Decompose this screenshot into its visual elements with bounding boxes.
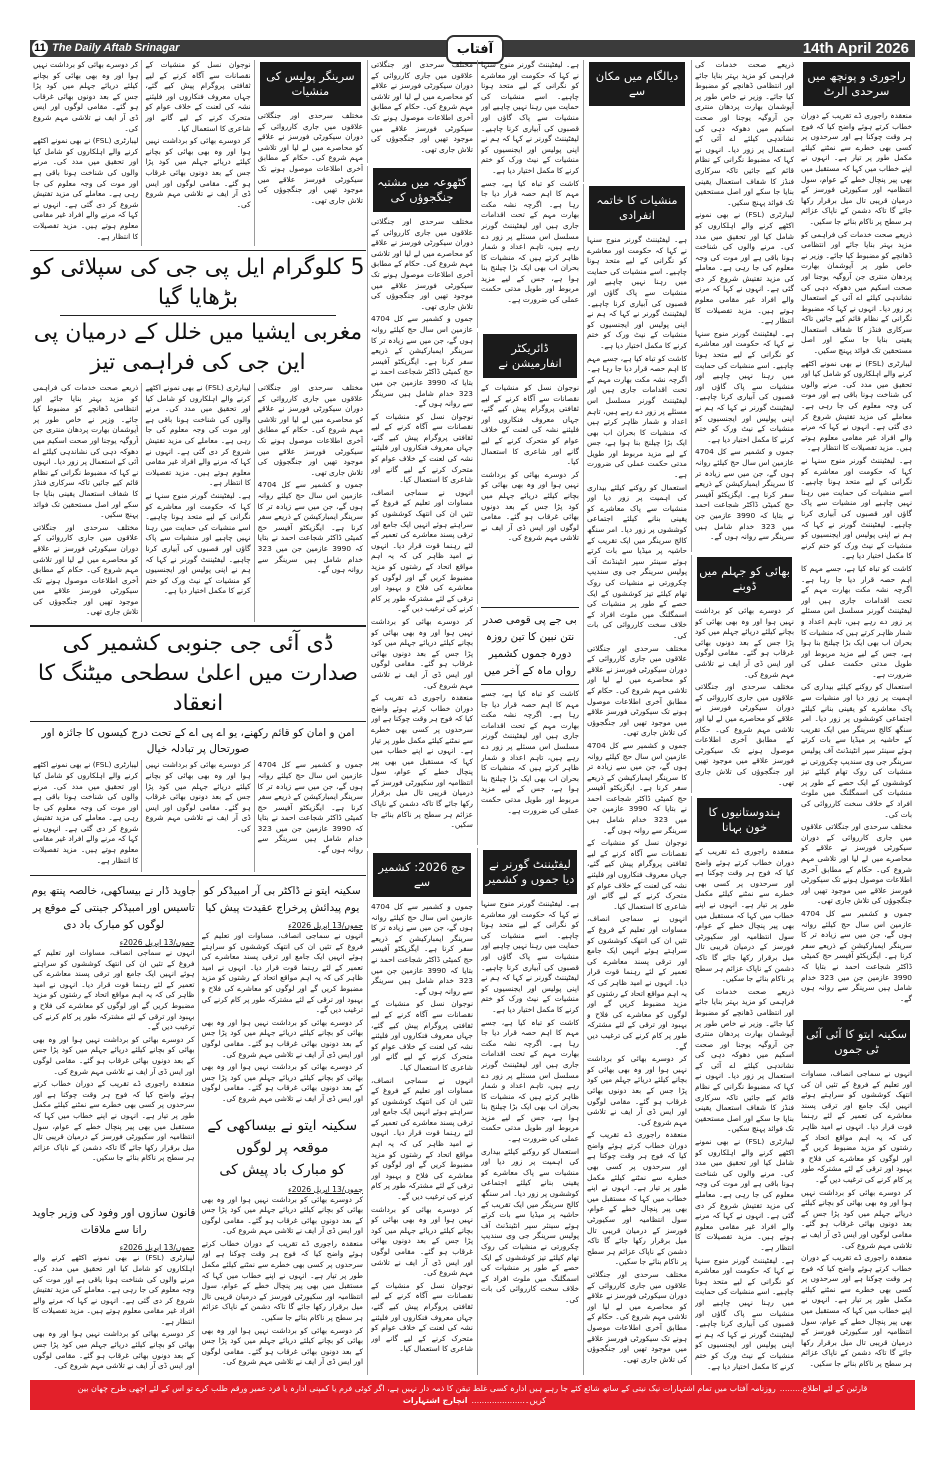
- article-drugs-end: [583, 184, 690, 1375]
- advertisement-disclaimer-bar: [30, 1380, 915, 1410]
- article-continued: [30, 60, 141, 246]
- headline-dig: ڈی آئی جی جنوبی کشمیر کی صدارت میں اعلیٰ سطحی میٹنگ کا انعقاد: [37, 631, 359, 717]
- article-sakina-iit: [798, 1018, 915, 1375]
- article-hajj: [367, 851, 476, 1375]
- article-paragraph: ہے۔ لیفٹیننٹ گورنر منوج سنہا نے کہا کہ حکومت اور معاشرے کو نگرانی کے لیے متحد ہونا چاہیے۔ اسے منشیات کی حمایت میں رہنا نہیں چاہیے اور منشیات سے پاک گاؤں اور قصبوں کی آبیاری کرنا چاہیے۔ لیفٹیننٹ گورنر نے کہا کہ ہم نے اپنی پولیس اور ایجنسیوں کو منشیات کے نیٹ ورک کو ختم کرنے کا مکمل اختیار دیا ہے۔: [801, 456, 912, 561]
- article-paragraph: ہے۔ لیفٹیننٹ گورنر منوج سنہا نے کہا کہ حکومت اور معاشرے کو نگرانی کے لیے متحد ہونا چاہیے۔ اسے منشیات کی حمایت میں رہنا نہیں چاہیے اور منشیات سے پاک گاؤں اور قصبوں کی آبیاری کرنا چاہیے۔ لیفٹیننٹ گورنر نے کہا کہ ہم نے اپنی پولیس اور ایجنسیوں کو منشیات کے نیٹ ورک کو ختم کرنے کا مکمل اختیار دیا ہے۔: [587, 235, 687, 350]
- article-body: [695, 606, 794, 793]
- article-health: [691, 60, 797, 552]
- article-brothers: [691, 555, 797, 793]
- article-paragraph: منعقدہ راجوری ڈے تقریب کے دوران خطاب کرتے ہوئے واضح کیا کہ فوج ہر وقت چوکنا ہے اور سرحدوں پر کسی بھی خطرے سے نمٹنے کیلئے مکمل طور پر تیار ہے۔ انہوں نے اپنے خطاب میں کہا کہ مستقبل میں بھی پیر پنچال خطے کے عوام، سول انتظامیہ اور سکیورٹی فورسز کے درمیان قریبی تال میل برقرار رکھا جائے گا تاکہ دشمن کے ناپاک عزائم ہر سطح پر ناکام بنائے جا سکیں۔: [587, 1130, 687, 1267]
- article-lpg: [141, 383, 253, 622]
- article-hindustanis: [691, 796, 797, 1375]
- article-body: [145, 760, 250, 872]
- article-paragraph: کاشت کو تباہ کیا ہے، جسے مہم کا اہم حصہ قرار دیا جا رہا ہے۔ اگرچہ نشہ مکت بھارت مہم کے تحت اقدامات جاری ہیں اور لیفٹیننٹ گورنر مسلسل اس مسئلے پر زور دے رہے ہیں، تاہم اعداد و شمار ظاہر کرتے ہیں کہ منشیات کا بحران اب بھی ایک بڑا چیلنج بنا ہوا ہے، جس کے لیے مزید مربوط اور طویل مدتی حکمت عملی کی ضرورت ہے۔: [481, 689, 579, 815]
- article-paragraph: لیبارٹری (FSL) نے بھی نمونے اکٹھے کرنے والے اہلکاروں کو شامل کیا اور تحقیق میں مدد کی۔ مرنے والوں کی شناخت ہونا باقی ہے اور موت کی وجہ معلوم کی جا رہی ہے۔ معاملے کی مزید تفتیش شروع کر دی گئی ہے۔ انہوں نے کہا کہ مرنے والے افراد غیر مقامی معلوم ہوتے ہیں۔ مزید تفصیلات کا انتظار ہے۔: [145, 383, 251, 488]
- page-number: 11: [32, 40, 48, 56]
- article-paragraph: منعقدہ راجوری ڈے تقریب کے دوران خطاب کرتے ہوئے واضح کیا کہ فوج ہر وقت چوکنا ہے اور سرحدوں پر کسی بھی خطرے سے نمٹنے کیلئے مکمل طور پر تیار ہے۔ انہوں نے اپنے خطاب میں کہا کہ مستقبل میں بھی پیر پنچال خطے کے عوام، سول انتظامیہ اور سکیورٹی فورسز کے درمیان قریبی تال میل برقرار رکھا جائے گا تاکہ دشمن کے ناپاک عزائم ہر سطح پر ناکام بنائے جا سکیں۔: [33, 1079, 195, 1163]
- article-paragraph: ذریعے صحت خدمات کی فراہمی کو مزید بہتر بنایا جائے اور انتظامی ڈھانچے کو مضبوط کیا جائے۔ وزیر نے خاص طور پر آیوشمان بھارت پردھان منتری جن آروگیہ یوجنا اور صحت اسکیم میں دھوکہ دہی کی نشاندہی کیلئے اے آئی کے استعمال پر زور دیا۔ انہوں نے کہا کہ مضبوط نگرانی کے نظام قائم کیے جائیں تاکہ سرکاری فنڈز کا شفاف استعمال یقینی بنایا جا سکے اور اصل مستحقین تک فوائد پہنچ سکیں۔: [801, 229, 912, 356]
- article-rajouri: [798, 60, 915, 1015]
- article-paragraph: استعمال کو روکنے کیلئے بیداری کی اہمیت پر زور دیا اور منشیات سے پاک معاشرے کو یقینی بنانے کیلئے اجتماعی کوششوں پر زور دیا۔ امر سنگھ کالج سرینگر میں ایک تقریب کے حاشیہ پر میڈیا سے بات کرتے ہوئے سینئر سپر انٹینڈنٹ آف پولیس سرینگر جی وی سندیپ چکرورتی نے منشیات کی روک تھام کیلئے تیز کوششوں کے ایک حصے کے طور پر منشیات کی اسمگلنگ میں ملوث افراد کے خلاف سخت کارروائی کی بات کی۔: [481, 1146, 579, 1304]
- section-heading-box: کٹھوعہ میں مشتبہ جنگجوؤں کی: [373, 168, 471, 212]
- article-paragraph: کر دوسرے بھائی کو برداشت نہیں ہوا اور وہ بھی بھائی کو بچانے کیلئے دریائے جہلم میں کود پڑا جس کے بعد دونوں بھائی غرقاب ہو گئے۔ مقامی لوگوں اور ایس ڈی آر ایف نے تلاشی مہم شروع کی۔: [33, 1034, 195, 1076]
- bottom-left-columns: [30, 880, 366, 1375]
- article-body: [33, 1253, 195, 1375]
- article-paragraph: ہے۔ لیفٹیننٹ گورنر منوج سنہا نے کہا کہ حکومت اور معاشرے کو نگرانی کے لیے متحد ہونا چاہیے۔ اسے منشیات کی حمایت میں رہنا نہیں چاہیے اور منشیات سے پاک گاؤں اور قصبوں کی آبیاری کرنا چاہیے۔ لیفٹیننٹ گورنر نے کہا کہ ہم نے اپنی پولیس اور ایجنسیوں کو منشیات کے نیٹ ورک کو ختم کرنے کا مکمل اختیار دیا ہے۔: [481, 60, 579, 175]
- article-body: [371, 217, 473, 848]
- article-paragraph: کر دوسرے بھائی کو برداشت نہیں ہوا اور وہ بھی بھائی کو بچانے کیلئے دریائے جہلم میں کود پڑا جس کے بعد دونوں بھائی غرقاب ہو گئے۔ مقامی لوگوں اور ایس ڈی آر ایف نے تلاشی مہم شروع کی۔: [33, 60, 139, 133]
- article-paragraph: کر دوسرے بھائی کو برداشت نہیں ہوا اور وہ بھی بھائی کو بچانے کیلئے دریائے جہلم میں کود پڑا جس کے بعد دونوں بھائی غرقاب ہو گئے۔ مقامی لوگوں اور ایس ڈی آر ایف نے تلاشی مہم شروع کی۔: [371, 616, 473, 690]
- article-continued: [141, 60, 253, 246]
- section-heading-box: بھائی کو جہلم میں ڈوبنے: [697, 557, 792, 601]
- article-body: [695, 847, 794, 1375]
- article-paragraph: لیبارٹری (FSL) نے بھی نمونے اکٹھے کرنے والے اہلکاروں کو شامل کیا اور تحقیق میں مدد کی۔ مرنے والوں کی شناخت ہونا باقی ہے اور موت کی وجہ معلوم کی جا رہی ہے۔ معاملے کی مزید تفتیش شروع کر دی گئی ہے۔ انہوں نے کہا کہ مرنے والے افراد غیر مقامی معلوم ہوتے ہیں۔ مزید تفصیلات کا انتظار ہے۔: [33, 1253, 195, 1326]
- article-paragraph: منعقدہ راجوری ڈے تقریب کے دوران خطاب کرتے ہوئے واضح کیا کہ فوج ہر وقت چوکنا ہے اور سرحدوں پر کسی بھی خطرے سے نمٹنے کیلئے مکمل طور پر تیار ہے۔ انہوں نے اپنے خطاب میں کہا کہ مستقبل میں بھی پیر پنچال خطے کے عوام، سول انتظامیہ اور سکیورٹی فورسز کے درمیان قریبی تال میل برقرار رکھا جائے گا تاکہ دشمن کے ناپاک عزائم ہر سطح پر ناکام بنائے جا سکیں۔: [801, 111, 912, 226]
- article-sakina-baisakhi: [199, 1184, 367, 1376]
- article-paragraph: کاشت کو تباہ کیا ہے، جسے مہم کا اہم حصہ قرار دیا جا رہا ہے۔ اگرچہ نشہ مکت بھارت مہم کے تحت اقدامات جاری ہیں اور لیفٹیننٹ گورنر مسلسل اس مسئلے پر زور دے رہے ہیں، تاہم اعداد و شمار ظاہر کرتے ہیں کہ منشیات کا بحران اب بھی ایک بڑا چیلنج بنا ہوا ہے، جس کے لیے مزید مربوط اور طویل مدتی حکمت عملی کی ضرورت ہے۔: [801, 563, 912, 679]
- article-paragraph: جموں و کشمیر سے کل 4704 عازمین اس سال حج کیلئے روانہ ہوں گے، جن میں سے زیادہ تر کا سرینگر ایمبارکیشن کے ذریعے سفر کرنا ہے۔ ایگزیکٹو آفیسر حج کمیٹی ڈاکٹر شجاعت احمد نے بتایا کہ 3990 عازمین جن میں 323 خدام شامل ہیں سرینگر سے روانہ ہوں گے۔: [695, 447, 794, 542]
- article-paragraph: مختلف سرحدی اور جنگلاتی علاقوں میں جاری کارروائی کے دوران سیکورٹی فورسز نے علاقے کو محاصرے میں لے لیا اور تلاشی مہم شروع کی۔ حکام کے مطابق آخری اطلاعات موصول ہونے تک سیکورٹی فورسز علاقے میں موجود تھیں اور جنگجوؤں کی تلاش جاری تھی۔: [371, 217, 473, 311]
- article-paragraph: کر دوسرے بھائی کو برداشت نہیں ہوا اور وہ بھی بھائی کو بچانے کیلئے دریائے جہلم میں کود پڑا جس کے بعد دونوں بھائی غرقاب ہو گئے۔ مقامی لوگوں اور ایس ڈی آر ایف نے تلاشی مہم شروع کی۔: [201, 1062, 363, 1103]
- article-body: [801, 111, 912, 1015]
- article-paragraph: کر دوسرے بھائی کو برداشت نہیں ہوا اور وہ بھی بھائی کو بچانے کیلئے دریائے جہلم میں کود پڑا جس کے بعد دونوں بھائی غرقاب ہو گئے۔ مقامی لوگوں اور ایس ڈی آر ایف نے تلاشی مہم شروع کی۔: [201, 1017, 363, 1059]
- article-paragraph: کر دوسرے بھائی کو برداشت نہیں ہوا اور وہ بھی بھائی کو بچانے کیلئے دریائے جہلم میں کود پڑا جس کے بعد دونوں بھائی غرقاب ہو گئے۔ مقامی لوگوں اور ایس ڈی آر ایف نے تلاشی مہم شروع کی۔: [145, 136, 251, 209]
- article-body: [258, 760, 363, 872]
- article-paragraph: کر دوسرے بھائی کو برداشت نہیں ہوا اور وہ بھی بھائی کو بچانے کیلئے دریائے جہلم میں کود پڑا جس کے بعد دونوں بھائی غرقاب ہو گئے۔ مقامی لوگوں اور ایس ڈی آر ایف نے تلاشی مہم شروع کی۔: [481, 469, 579, 543]
- lpg-article-columns: [30, 383, 366, 622]
- article-paragraph: منعقدہ راجوری ڈے تقریب کے دوران خطاب کرتے ہوئے واضح کیا کہ فوج ہر وقت چوکنا ہے اور سرحدوں پر کسی بھی خطرے سے نمٹنے کیلئے مکمل طور پر تیار ہے۔ انہوں نے اپنے خطاب میں کہا کہ مستقبل میں بھی پیر پنچال خطے کے عوام، سول انتظامیہ اور سکیورٹی فورسز کے درمیان قریبی تال میل برقرار رکھا جائے گا تاکہ دشمن کے ناپاک عزائم ہر سطح پر ناکام بنائے جا سکیں۔: [201, 1238, 363, 1323]
- article-body: [587, 111, 687, 182]
- article-body: [481, 899, 579, 1375]
- issue-date: 14th April 2026: [802, 40, 909, 57]
- article-paragraph: لیبارٹری (FSL) نے بھی نمونے اکٹھے کرنے والے اہلکاروں کو شامل کیا اور تحقیق میں مدد کی۔ مرنے والوں کی شناخت ہونا باقی ہے اور موت کی وجہ معلوم کی جا رہی ہے۔ معاملے کی مزید تفتیش شروع کر دی گئی ہے۔ انہوں نے کہا کہ مرنے والے افراد غیر مقامی معلوم ہوتے ہیں۔ مزید تفصیلات کا انتظار ہے۔: [33, 136, 139, 241]
- article-paragraph: منعقدہ راجوری ڈے تقریب کے دوران خطاب کرتے ہوئے واضح کیا کہ فوج ہر وقت چوکنا ہے اور سرحدوں پر کسی بھی خطرے سے نمٹنے کیلئے مکمل طور پر تیار ہے۔ انہوں نے اپنے خطاب میں کہا کہ مستقبل میں بھی پیر پنچال خطے کے عوام، سول انتظامیہ اور سکیورٹی فورسز کے درمیان قریبی تال میل برقرار رکھا جائے گا تاکہ دشمن کے ناپاک عزائم ہر سطح پر ناکام بنائے جا سکیں۔: [371, 693, 473, 830]
- headline-lawmakers: قانون سازوں اور وفود کی وزیر جاوید رانا سے ملاقات: [32, 1207, 196, 1237]
- article-paragraph: جموں و کشمیر سے کل 4704 عازمین اس سال حج کیلئے روانہ ہوں گے، جن میں سے زیادہ تر کا سرینگر ایمبارکیشن کے ذریعے سفر کرنا ہے۔ ایگزیکٹو آفیسر حج کمیٹی ڈاکٹر شجاعت احمد نے بتایا کہ 3990 عازمین جن میں 323 خدام شامل ہیں سرینگر سے روانہ ہوں گے۔: [801, 908, 912, 1003]
- article-paragraph: منعقدہ راجوری ڈے تقریب کے دوران خطاب کرتے ہوئے واضح کیا کہ فوج ہر وقت چوکنا ہے اور سرحدوں پر کسی بھی خطرے سے نمٹنے کیلئے مکمل طور پر تیار ہے۔ انہوں نے اپنے خطاب میں کہا کہ مستقبل میں بھی پیر پنچال خطے کے عوام، سول انتظامیہ اور سکیورٹی فورسز کے درمیان قریبی تال میل برقرار رکھا جائے گا تاکہ دشمن کے ناپاک عزائم ہر سطح پر ناکام بنائے جا سکیں۔: [801, 1253, 912, 1369]
- article-body: [481, 689, 579, 845]
- notice-lead: قارئین کے لئے اطلاع.........: [779, 1384, 868, 1393]
- article-body: [202, 1195, 364, 1376]
- notice-signature: انچارج اشتہارات: [402, 1396, 468, 1405]
- article-body: [33, 760, 138, 872]
- dateline: جموں/13 اپریل 2026ء: [288, 1184, 363, 1194]
- article-paragraph: ذریعے صحت خدمات کی فراہمی کو مزید بہتر بنایا جائے اور انتظامی ڈھانچے کو مضبوط کیا جائے۔ وزیر نے خاص طور پر آیوشمان بھارت پردھان منتری جن آروگیہ یوجنا اور صحت اسکیم میں دھوکہ دہی کی نشاندہی کیلئے اے آئی کے استعمال پر زور دیا۔ انہوں نے کہا کہ مضبوط نگرانی کے نظام قائم کیے جائیں تاکہ سرکاری فنڈز کا شفاف استعمال یقینی بنایا جا سکے اور اصل مستحقین تک فوائد پہنچ سکیں۔: [33, 383, 139, 520]
- article-sakina-ambedkar: [199, 920, 367, 1112]
- dateline: جموں/13 اپریل 2026ء: [288, 921, 363, 930]
- article-paragraph: کر دوسرے بھائی کو برداشت نہیں ہوا اور وہ بھی بھائی کو بچانے کیلئے دریائے جہلم میں کود پڑا جس کے بعد دونوں بھائی غرقاب ہو گئے۔ مقامی لوگوں اور ایس ڈی آر ایف نے تلاشی مہم شروع کی۔: [801, 1187, 912, 1250]
- article-lg: [477, 848, 582, 1375]
- article-paragraph: کر دوسرے بھائی کو برداشت نہیں ہوا اور وہ بھی بھائی کو بچانے کیلئے دریائے جہلم میں کود پڑا جس کے بعد دونوں بھائی غرقاب ہو گئے۔ مقامی لوگوں اور ایس ڈی آر ایف نے تلاشی مہم شروع کی۔: [587, 1054, 687, 1127]
- article-paragraph: انہوں نے سماجی انصاف، مساوات اور تعلیم کے فروغ کے تئیں ان کی انتھک کوششوں کو سراہتے ہوئے انہیں ایک جامع اور ترقی پسند معاشرے کی تعمیر کے لئے رہنما قوت قرار دیا۔ انہوں نے امید ظاہر کی کہ یہ اہم مواقع اتحاد کے رشتوں کو مزید مضبوط کریں گے اور لوگوں کو معاشرے کی فلاح و بہبود اور ترقی کے لئے مشترکہ طور پر کام کرنے کی ترغیب دیں گے۔: [371, 487, 473, 614]
- article-body: [587, 235, 687, 1375]
- article-dig: [141, 760, 253, 872]
- article-dig: [30, 760, 141, 872]
- article-paragraph: استعمال کو روکنے کیلئے بیداری کی اہمیت پر زور دیا اور منشیات سے پاک معاشرے کو یقینی بنانے کیلئے اجتماعی کوششوں پر زور دیا۔ امر سنگھ کالج سرینگر میں ایک تقریب کے حاشیہ پر میڈیا سے بات کرتے ہوئے سینئر سپر انٹینڈنٹ آف پولیس سرینگر جی وی سندیپ چکرورتی نے منشیات کی روک تھام کیلئے تیز کوششوں کے ایک حصے کے طور پر منشیات کی اسمگلنگ میں ملوث افراد کے خلاف سخت کارروائی کی بات کی۔: [587, 482, 687, 640]
- article-dig: [254, 760, 366, 872]
- bjp-headline: بی جے پی قومی صدر نتن نبین کا تین روزہ دورہ جموں کشمیر رواں ماہ کے آخر میں: [481, 607, 579, 685]
- article-paragraph: کر دوسرے بھائی کو برداشت نہیں ہوا اور وہ بھی بھائی کو بچانے کیلئے دریائے جہلم میں کود پڑا جس کے بعد دونوں بھائی غرقاب ہو گئے۔ مقامی لوگوں اور ایس ڈی آر ایف نے تلاشی مہم شروع کی۔: [33, 1329, 195, 1371]
- article-paragraph: مختلف سرحدی اور جنگلاتی علاقوں میں جاری کارروائی کے دوران سیکورٹی فورسز نے علاقے کو محاصرے میں لے لیا اور تلاشی مہم شروع کی۔ حکام کے مطابق آخری اطلاعات موصول ہونے تک سیکورٹی فورسز علاقے میں موجود تھیں اور جنگجوؤں کی تلاش جاری تھی۔: [257, 111, 363, 205]
- article-paragraph: ہے۔ لیفٹیننٹ گورنر منوج سنہا نے کہا کہ حکومت اور معاشرے کو نگرانی کے لیے متحد ہونا چاہیے۔ اسے منشیات کی حمایت میں رہنا نہیں چاہیے اور منشیات سے پاک گاؤں اور قصبوں کی آبیاری کرنا چاہیے۔ لیفٹیننٹ گورنر نے کہا کہ ہم نے اپنی پولیس اور ایجنسیوں کو منشیات کے نیٹ ورک کو ختم کرنے کا مکمل اختیار دیا ہے۔: [695, 1255, 794, 1371]
- article-paragraph: ہے۔ لیفٹیننٹ گورنر منوج سنہا نے کہا کہ حکومت اور معاشرے کو نگرانی کے لیے متحد ہونا چاہیے۔ اسے منشیات کی حمایت میں رہنا نہیں چاہیے اور منشیات سے پاک گاؤں اور قصبوں کی آبیاری کرنا چاہیے۔ لیفٹیننٹ گورنر نے کہا کہ ہم نے اپنی پولیس اور ایجنسیوں کو منشیات کے نیٹ ورک کو ختم کرنے کا مکمل اختیار دیا ہے۔: [481, 899, 579, 1014]
- dig-article-columns: [30, 760, 366, 872]
- article-paragraph: نوجوان نسل کو منشیات کے نقصانات سے آگاہ کرنے کے لیے ثقافتی پروگرام پیش کیے گئے، جہاں معروف فنکاروں اور فلیئنے نشہ کی لعنت کے خلاف عوام کو متحرک کرنے کے لیے گانے اور شاعری کا استعمال کیا۔: [587, 838, 687, 911]
- section-heading-box: حج 2026: کشمیر سے: [373, 853, 471, 897]
- divider: [30, 875, 366, 876]
- headline-lpg: 5 کلوگرام ایل پی جی کی سپلائی کو بڑھایا گیا: [31, 255, 365, 310]
- headline-sakina-ambedkar: سکینہ ایتو نے ڈاکٹر بی آر امبیڈکر کو یوم پیدائش پرخراج عقیدت پیش کیا: [203, 885, 361, 914]
- article-body: [371, 902, 473, 1375]
- article-paragraph: ہے۔ لیفٹیننٹ گورنر منوج سنہا نے کہا کہ حکومت اور معاشرے کو نگرانی کے لیے متحد ہونا چاہیے۔ اسے منشیات کی حمایت میں رہنا نہیں چاہیے اور منشیات سے پاک گاؤں اور قصبوں کی آبیاری کرنا چاہیے۔ لیفٹیننٹ گورنر نے کہا کہ ہم نے اپنی پولیس اور ایجنسیوں کو منشیات کے نیٹ ورک کو ختم کرنے کا مکمل اختیار دیا ہے۔: [695, 328, 794, 444]
- article-paragraph: مختلف سرحدی اور جنگلاتی علاقوں میں جاری کارروائی کے دوران سیکورٹی فورسز نے علاقے کو محاصرے میں لے لیا اور تلاشی مہم شروع کی۔ حکام کے مطابق آخری اطلاعات موصول ہونے تک سیکورٹی فورسز علاقے میں موجود تھیں اور جنگجوؤں کی تلاش جاری تھی۔: [801, 822, 912, 906]
- article-body: [481, 60, 579, 328]
- masthead-logo: آفتاب: [446, 35, 504, 64]
- article-paragraph: جموں و کشمیر سے کل 4704 عازمین اس سال حج کیلئے روانہ ہوں گے، جن میں سے زیادہ تر کا سرینگر ایمبارکیشن کے ذریعے سفر کرنا ہے۔ ایگزیکٹو آفیسر حج کمیٹی ڈاکٹر شجاعت احمد نے بتایا کہ 3990 عازمین جن میں 323 خدام شامل ہیں سرینگر سے روانہ ہوں گے۔: [587, 740, 687, 835]
- section-heading-box: لیفٹیننٹ گورنر نے دیا جموں و کشمیر: [483, 850, 577, 894]
- article-body: [145, 383, 250, 622]
- article-director: [477, 332, 582, 604]
- article-paragraph: مختلف سرحدی اور جنگلاتی علاقوں میں جاری کارروائی کے دوران سیکورٹی فورسز نے علاقے کو محاصرے میں لے لیا اور تلاشی مہم شروع کی۔ حکام کے مطابق آخری اطلاعات موصول ہونے تک سیکورٹی فورسز علاقے میں موجود تھیں اور جنگجوؤں کی تلاش جاری تھی۔: [695, 682, 794, 787]
- article-paragraph: انہوں نے سماجی انصاف، مساوات اور تعلیم کے فروغ کے تئیں ان کی انتھک کوششوں کو سراہتے ہوئے انہیں ایک جامع اور ترقی پسند معاشرے کی تعمیر کے لئے رہنما قوت قرار دیا۔ انہوں نے امید ظاہر کی کہ یہ اہم مواقع اتحاد کے رشتوں کو مزید مضبوط کریں گے اور لوگوں کو معاشرے کی فلاح و بہبود اور ترقی کے لئے مشترکہ طور پر کام کرنے کی ترغیب دیں گے۔: [587, 914, 687, 1051]
- article-body: [695, 60, 794, 552]
- article-kathua: [367, 166, 476, 848]
- article-paragraph: جموں و کشمیر سے کل 4704 عازمین اس سال حج کیلئے روانہ ہوں گے، جن میں سے زیادہ تر کا سرینگر ایمبارکیشن کے ذریعے سفر کرنا ہے۔ ایگزیکٹو آفیسر حج کمیٹی ڈاکٹر شجاعت احمد نے بتایا کہ 3990 عازمین جن میں 323 خدام شامل ہیں سرینگر سے روانہ ہوں گے۔: [257, 480, 363, 575]
- article-body: [33, 948, 195, 1202]
- article-paragraph: کاشت کو تباہ کیا ہے، جسے مہم کا اہم حصہ قرار دیا جا رہا ہے۔ اگرچہ نشہ مکت بھارت مہم کے تحت اقدامات جاری ہیں اور لیفٹیننٹ گورنر مسلسل اس مسئلے پر زور دے رہے ہیں، تاہم اعداد و شمار ظاہر کرتے ہیں کہ منشیات کا بحران اب بھی ایک بڑا چیلنج بنا ہوا ہے، جس کے لیے مزید مربوط اور طویل مدتی حکمت عملی کی ضرورت ہے۔: [587, 353, 687, 480]
- subheadline-dig: امن و امان کو قائم رکھنے، یو اے پی اے کے تحت درج کیسوں کا جائزہ اور صورتحال پر تبادلہ خیال: [41, 727, 355, 756]
- dateline: جموں/13 اپریل 2026ء: [119, 938, 195, 947]
- article-javed-dar: [30, 937, 198, 1202]
- article-paragraph: ذریعے صحت خدمات کی فراہمی کو مزید بہتر بنایا جائے اور انتظامی ڈھانچے کو مضبوط کیا جائے۔ وزیر نے خاص طور پر آیوشمان بھارت پردھان منتری جن آروگیہ یوجنا اور صحت اسکیم میں دھوکہ دہی کی نشاندہی کیلئے اے آئی کے استعمال پر زور دیا۔ انہوں نے کہا کہ مضبوط نگرانی کے نظام قائم کیے جائیں تاکہ سرکاری فنڈز کا شفاف استعمال یقینی بنایا جا سکے اور اصل مستحقین تک فوائد پہنچ سکیں۔: [695, 986, 794, 1134]
- headline-png: مغربی ایشیا میں خلل کے درمیان پی این جی کی فراہمی تیز: [33, 320, 363, 375]
- article-paragraph: کر دوسرے بھائی کو برداشت نہیں ہوا اور وہ بھی بھائی کو بچانے کیلئے دریائے جہلم میں کود پڑا جس کے بعد دونوں بھائی غرقاب ہو گئے۔ مقامی لوگوں اور ایس ڈی آر ایف نے تلاشی مہم شروع کی۔: [201, 1194, 363, 1236]
- article-lpg: [30, 383, 141, 622]
- article-srinagar-police: [254, 60, 366, 246]
- headline-sakina-baisakhi: سکینہ ایتو نے بیساکھی کے موقعہ پر لوگوں: [207, 1117, 358, 1156]
- article-body: [258, 383, 363, 622]
- article-paragraph: مختلف سرحدی اور جنگلاتی علاقوں میں جاری کارروائی کے دوران سیکورٹی فورسز نے علاقے کو محاصرے میں لے لیا اور تلاشی مہم شروع کی۔ حکام کے مطابق آخری اطلاعات موصول ہونے تک سیکورٹی فورسز علاقے میں موجود تھیں اور جنگجوؤں کی تلاش جاری تھی۔: [33, 522, 139, 617]
- article-paragraph: نوجوان نسل کو منشیات کے نقصانات سے آگاہ کرنے کے لیے ثقافتی پروگرام پیش کیے گئے، جہاں معروف فنکاروں اور فلیئنے نشہ کی لعنت کے خلاف عوام کو متحرک کرنے کے لیے گانے اور شاعری کا استعمال کیا۔: [145, 60, 251, 133]
- article-paragraph: لیبارٹری (FSL) نے بھی نمونے اکٹھے کرنے والے اہلکاروں کو شامل کیا اور تحقیق میں مدد کی۔ مرنے والوں کی شناخت ہونا باقی ہے اور موت کی وجہ معلوم کی جا رہی ہے۔ معاملے کی مزید تفتیش شروع کر دی گئی ہے۔ انہوں نے کہا کہ مرنے والے افراد غیر مقامی معلوم ہوتے ہیں۔ مزید تفصیلات کا انتظار ہے۔: [33, 760, 139, 865]
- article-body: [145, 60, 250, 246]
- article-lpg: [254, 383, 366, 622]
- article-paragraph: جموں و کشمیر سے کل 4704 عازمین اس سال حج کیلئے روانہ ہوں گے، جن میں سے زیادہ تر کا سرینگر ایمبارکیشن کے ذریعے سفر کرنا ہے۔ ایگزیکٹو آفیسر حج کمیٹی ڈاکٹر شجاعت احمد نے بتایا کہ 3990 عازمین جن میں 323 خدام شامل ہیں سرینگر سے روانہ ہوں گے۔: [371, 902, 473, 996]
- article-paragraph: انہوں نے سماجی انصاف، مساوات اور تعلیم کے فروغ کے تئیں ان کی انتھک کوششوں کو سراہتے ہوئے انہیں ایک جامع اور ترقی پسند معاشرے کی تعمیر کے لئے رہنما قوت قرار دیا۔ انہوں نے امید ظاہر کی کہ یہ اہم مواقع اتحاد کے رشتوں کو مزید مضبوط کریں گے اور لوگوں کو معاشرے کی فلاح و بہبود اور ترقی کے لئے مشترکہ طور پر کام کرنے کی ترغیب دیں گے۔: [801, 1069, 912, 1184]
- article-paragraph: کاشت کو تباہ کیا ہے، جسے مہم کا اہم حصہ قرار دیا جا رہا ہے۔ اگرچہ نشہ مکت بھارت مہم کے تحت اقدامات جاری ہیں اور لیفٹیننٹ گورنر مسلسل اس مسئلے پر زور دے رہے ہیں، تاہم اعداد و شمار ظاہر کرتے ہیں کہ منشیات کا بحران اب بھی ایک بڑا چیلنج بنا ہوا ہے، جس کے لیے مزید مربوط اور طویل مدتی حکمت عملی کی ضرورت ہے۔: [481, 178, 579, 305]
- section-heading-box: سرینگر پولیس کی منشیات: [260, 62, 361, 106]
- dateline: جموں/13 اپریل 2026ء: [119, 1243, 195, 1253]
- article-paragraph: جموں و کشمیر سے کل 4704 عازمین اس سال حج کیلئے روانہ ہوں گے، جن میں سے زیادہ تر کا سرینگر ایمبارکیشن کے ذریعے سفر کرنا ہے۔ ایگزیکٹو آفیسر حج کمیٹی ڈاکٹر شجاعت احمد نے بتایا کہ 3990 عازمین جن میں 323 خدام شامل ہیں سرینگر سے روانہ ہوں گے۔: [371, 314, 473, 409]
- article-paragraph: مختلف سرحدی اور جنگلاتی علاقوں میں جاری کارروائی کے دوران سیکورٹی فورسز نے علاقے کو محاصرے میں لے لیا اور تلاشی مہم شروع کی۔ حکام کے مطابق آخری اطلاعات موصول ہونے تک سیکورٹی فورسز علاقے میں موجود تھیں اور جنگجوؤں کی تلاش جاری تھی۔: [587, 1270, 687, 1364]
- article-lg-drugs: [477, 60, 582, 328]
- article-paragraph: انہوں نے سماجی انصاف، مساوات اور تعلیم کے فروغ کے تئیں ان کی انتھک کوششوں کو سراہتے ہوئے انہیں ایک جامع اور ترقی پسند معاشرے کی تعمیر کے لئے رہنما قوت قرار دیا۔ انہوں نے امید ظاہر کی کہ یہ اہم مواقع اتحاد کے رشتوں کو مزید مضبوط کریں گے اور لوگوں کو معاشرے کی فلاح و بہبود اور ترقی کے لئے مشترکہ طور پر کام کرنے کی ترغیب دیں گے۔: [201, 931, 363, 1015]
- section-heading-box: ڈائریکٹر انفارمیشن نے: [483, 334, 577, 378]
- article-paragraph: منعقدہ راجوری ڈے تقریب کے دوران خطاب کرتے ہوئے واضح کیا کہ فوج ہر وقت چوکنا ہے اور سرحدوں پر کسی بھی خطرے سے نمٹنے کیلئے مکمل طور پر تیار ہے۔ انہوں نے اپنے خطاب میں کہا کہ مستقبل میں بھی پیر پنچال خطے کے عوام، سول انتظامیہ اور سکیورٹی فورسز کے درمیان قریبی تال میل برقرار رکھا جائے گا تاکہ دشمن کے ناپاک عزائم ہر سطح پر ناکام بنائے جا سکیں۔: [695, 847, 794, 984]
- paper-name: The Daily Aftab Srinagar: [52, 42, 180, 54]
- article-body: [371, 60, 473, 163]
- article-body: [481, 383, 579, 604]
- article-paragraph: نوجوان نسل کو منشیات کے نقصانات سے آگاہ کرنے کے لیے ثقافتی پروگرام پیش کیے گئے، جہاں معروف فنکاروں اور فلیئنے نشہ کی لعنت کے خلاف عوام کو متحرک کرنے کے لیے گانے اور شاعری کا استعمال کیا۔: [481, 383, 579, 467]
- article-paragraph: لیبارٹری (FSL) نے بھی نمونے اکٹھے کرنے والے اہلکاروں کو شامل کیا اور تحقیق میں مدد کی۔ مرنے والوں کی شناخت ہونا باقی ہے اور موت کی وجہ معلوم کی جا رہی ہے۔ معاملے کی مزید تفتیش شروع کر دی گئی ہے۔ انہوں نے کہا کہ مرنے والے افراد غیر مقامی معلوم ہوتے ہیں۔ مزید تفصیلات کا انتظار ہے۔: [695, 1137, 794, 1252]
- article-paragraph: جموں و کشمیر سے کل 4704 عازمین اس سال حج کیلئے روانہ ہوں گے، جن میں سے زیادہ تر کا سرینگر ایمبارکیشن کے ذریعے سفر کرنا ہے۔ ایگزیکٹو آفیسر حج کمیٹی ڈاکٹر شجاعت احمد نے بتایا کہ 3990 عازمین جن میں 323 خدام شامل ہیں سرینگر سے روانہ ہوں گے۔: [257, 760, 363, 855]
- top-left-columns: [30, 60, 366, 246]
- bottom-right-stack: [198, 880, 367, 1375]
- article-paragraph: استعمال کو روکنے کیلئے بیداری کی اہمیت پر زور دیا اور منشیات سے پاک معاشرے کو یقینی بنانے کیلئے اجتماعی کوششوں پر زور دیا۔ امر سنگھ کالج سرینگر میں ایک تقریب کے حاشیہ پر میڈیا سے بات کرتے ہوئے سینئر سپر انٹینڈنٹ آف پولیس سرینگر جی وی سندیپ چکرورتی نے منشیات کی روک تھام کیلئے تیز کوششوں کے ایک حصے کے طور پر منشیات کی اسمگلنگ میں ملوث افراد کے خلاف سخت کارروائی کی بات کی۔: [801, 682, 912, 819]
- article-bjp: [477, 607, 582, 845]
- article-paragraph: ہے۔ لیفٹیننٹ گورنر منوج سنہا نے کہا کہ حکومت اور معاشرے کو نگرانی کے لیے متحد ہونا چاہیے۔ اسے منشیات کی حمایت میں رہنا نہیں چاہیے اور منشیات سے پاک گاؤں اور قصبوں کی آبیاری کرنا چاہیے۔ لیفٹیننٹ گورنر نے کہا کہ ہم نے اپنی پولیس اور ایجنسیوں کو منشیات کے نیٹ ورک کو ختم کرنے کا مکمل اختیار دیا ہے۔: [145, 490, 251, 596]
- article-paragraph: مختلف سرحدی اور جنگلاتی علاقوں میں جاری کارروائی کے دوران سیکورٹی فورسز نے علاقے کو محاصرے میں لے لیا اور تلاشی مہم شروع کی۔ حکام کے مطابق آخری اطلاعات موصول ہونے تک سیکورٹی فورسز علاقے میں موجود تھیں اور جنگجوؤں کی تلاش جاری تھی۔: [371, 60, 473, 154]
- article-lawmakers: [30, 1242, 198, 1375]
- article-paragraph: لیبارٹری (FSL) نے بھی نمونے اکٹھے کرنے والے اہلکاروں کو شامل کیا اور تحقیق میں مدد کی۔ مرنے والوں کی شناخت ہونا باقی ہے اور موت کی وجہ معلوم کی جا رہی ہے۔ معاملے کی مزید تفتیش شروع کر دی گئی ہے۔ انہوں نے کہا کہ مرنے والے افراد غیر مقامی معلوم ہوتے ہیں۔ مزید تفصیلات کا انتظار ہے۔: [695, 210, 794, 326]
- section-heading-box: راجوری و پونچھ میں سرحدی الرٹ: [803, 62, 910, 106]
- article-dialgam: [583, 60, 690, 182]
- article-body: [258, 111, 363, 246]
- article-paragraph: نوجوان نسل کو منشیات کے نقصانات سے آگاہ کرنے کے لیے ثقافتی پروگرام پیش کیے گئے، جہاں معروف فنکاروں اور فلیئنے نشہ کی لعنت کے خلاف عوام کو متحرک کرنے کے لیے گانے اور شاعری کا استعمال کیا۔: [371, 999, 473, 1072]
- article-drug-crisis: [367, 60, 476, 163]
- article-paragraph: کاشت کو تباہ کیا ہے، جسے مہم کا اہم حصہ قرار دیا جا رہا ہے۔ اگرچہ نشہ مکت بھارت مہم کے تحت اقدامات جاری ہیں اور لیفٹیننٹ گورنر مسلسل اس مسئلے پر زور دے رہے ہیں، تاہم اعداد و شمار ظاہر کرتے ہیں کہ منشیات کا بحران اب بھی ایک بڑا چیلنج بنا ہوا ہے، جس کے لیے مزید مربوط اور طویل مدتی حکمت عملی کی ضرورت ہے۔: [481, 1017, 579, 1144]
- article-paragraph: مختلف سرحدی اور جنگلاتی علاقوں میں جاری کارروائی کے دوران سیکورٹی فورسز نے علاقے کو محاصرے میں لے لیا اور تلاشی مہم شروع کی۔ حکام کے مطابق آخری اطلاعات موصول ہونے تک سیکورٹی فورسز علاقے میں موجود تھیں اور جنگجوؤں کی تلاش جاری تھی۔: [587, 643, 687, 738]
- article-body: [33, 60, 138, 246]
- article-paragraph: کر دوسرے بھائی کو برداشت نہیں ہوا اور وہ بھی بھائی کو بچانے کیلئے دریائے جہلم میں کود پڑا جس کے بعد دونوں بھائی غرقاب ہو گئے۔ مقامی لوگوں اور ایس ڈی آر ایف نے تلاشی مہم شروع کی۔: [145, 760, 251, 833]
- section-heading-box: منشیات کا خاتمہ انفرادی: [589, 186, 685, 230]
- article-paragraph: انہوں نے سماجی انصاف، مساوات اور تعلیم کے فروغ کے تئیں ان کی انتھک کوششوں کو سراہتے ہوئے انہیں ایک جامع اور ترقی پسند معاشرے کی تعمیر کے لئے رہنما قوت قرار دیا۔ انہوں نے امید ظاہر کی کہ یہ اہم مواقع اتحاد کے رشتوں کو مزید مضبوط کریں گے اور لوگوں کو معاشرے کی فلاح و بہبود اور ترقی کے لئے مشترکہ طور پر کام کرنے کی ترغیب دیں گے۔: [33, 948, 195, 1032]
- section-heading-box: سکینہ ایتو کا آئی آئی ٹی جموں: [803, 1020, 910, 1064]
- article-body: [33, 383, 138, 622]
- article-paragraph: انہوں نے سماجی انصاف، مساوات اور تعلیم کے فروغ کے تئیں ان کی انتھک کوششوں کو سراہتے ہوئے انہیں ایک جامع اور ترقی پسند معاشرے کی تعمیر کے لئے رہنما قوت قرار دیا۔ انہوں نے امید ظاہر کی کہ یہ اہم مواقع اتحاد کے رشتوں کو مزید مضبوط کریں گے اور لوگوں کو معاشرے کی فلاح و بہبود اور ترقی کے لئے مشترکہ طور پر کام کرنے کی ترغیب دیں گے۔: [371, 1075, 473, 1202]
- left-news-block: [30, 60, 366, 1375]
- bottom-left-stack: [30, 880, 198, 1375]
- article-paragraph: کر دوسرے بھائی کو برداشت نہیں ہوا اور وہ بھی بھائی کو بچانے کیلئے دریائے جہلم میں کود پڑا جس کے بعد دونوں بھائی غرقاب ہو گئے۔ مقامی لوگوں اور ایس ڈی آر ایف نے تلاشی مہم شروع کی۔: [371, 1204, 473, 1278]
- article-paragraph: نوجوان نسل کو منشیات کے نقصانات سے آگاہ کرنے کے لیے ثقافتی پروگرام پیش کیے گئے، جہاں معروف فنکاروں اور فلیئنے نشہ کی لعنت کے خلاف عوام کو متحرک کرنے کے لیے گانے اور شاعری کا استعمال کیا۔: [371, 411, 473, 485]
- headline-javed-dar: جاوید ڈار نے بیساکھی، خالصہ پنتھ یوم تاسیس اور امبیڈکر جینتی کے موقع پر لوگوں کو مبارک باد دی: [31, 885, 196, 931]
- headline-sakina-baisakhi-line2: کو مبارک باد پیش کی: [219, 1161, 346, 1178]
- notice-body: روزنامہ آفتاب میں تمام اشتہارات نیک نیتی کے ساتھ شائع کئے جا رہے ہیں ادارہ کسی غلط تیقن کا ذمہ دار نہیں ہے، اگر کوئی فرم یا کمپنی ادارہ یا فرد عمیر ورقم طلب کرے تو اس کے لئے اچھی طرح چھان بین کریں۔.....................: [77, 1384, 776, 1405]
- section-heading-box: ہندوستانیوں کا خون بہانا: [697, 798, 792, 842]
- section-heading-box: دیالگام میں مکان سے: [589, 62, 685, 106]
- article-paragraph: مختلف سرحدی اور جنگلاتی علاقوں میں جاری کارروائی کے دوران سیکورٹی فورسز نے علاقے کو محاصرے میں لے لیا اور تلاشی مہم شروع کی۔ حکام کے مطابق آخری اطلاعات موصول ہونے تک سیکورٹی فورسز علاقے میں موجود تھیں اور جنگجوؤں کی تلاش جاری تھی۔: [257, 383, 363, 477]
- article-paragraph: ذریعے صحت خدمات کی فراہمی کو مزید بہتر بنایا جائے اور انتظامی ڈھانچے کو مضبوط کیا جائے۔ وزیر نے خاص طور پر آیوشمان بھارت پردھان منتری جن آروگیہ یوجنا اور صحت اسکیم میں دھوکہ دہی کی نشاندہی کیلئے اے آئی کے استعمال پر زور دیا۔ انہوں نے کہا کہ مضبوط نگرانی کے نظام قائم کیے جائیں تاکہ سرکاری فنڈز کا شفاف استعمال یقینی بنایا جا سکے اور اصل مستحقین تک فوائد پہنچ سکیں۔: [695, 60, 794, 207]
- article-paragraph: کر دوسرے بھائی کو برداشت نہیں ہوا اور وہ بھی بھائی کو بچانے کیلئے دریائے جہلم میں کود پڑا جس کے بعد دونوں بھائی غرقاب ہو گئے۔ مقامی لوگوں اور ایس ڈی آر ایف نے تلاشی مہم شروع کی۔: [201, 1325, 363, 1367]
- article-body: [801, 1069, 912, 1375]
- article-paragraph: لیبارٹری (FSL) نے بھی نمونے اکٹھے کرنے والے اہلکاروں کو شامل کیا اور تحقیق میں مدد کی۔ مرنے والوں کی شناخت ہونا باقی ہے اور موت کی وجہ معلوم کی جا رہی ہے۔ معاملے کی مزید تفتیش شروع کر دی گئی ہے۔ انہوں نے کہا کہ مرنے والے افراد غیر مقامی معلوم ہوتے ہیں۔ مزید تفصیلات کا انتظار ہے۔: [801, 358, 912, 453]
- article-body: [202, 931, 364, 1112]
- article-paragraph: کر دوسرے بھائی کو برداشت نہیں ہوا اور وہ بھی بھائی کو بچانے کیلئے دریائے جہلم میں کود پڑا جس کے بعد دونوں بھائی غرقاب ہو گئے۔ مقامی لوگوں اور ایس ڈی آر ایف نے تلاشی مہم شروع کی۔: [695, 606, 794, 679]
- article-paragraph: نوجوان نسل کو منشیات کے نقصانات سے آگاہ کرنے کے لیے ثقافتی پروگرام پیش کیے گئے، جہاں معروف فنکاروں اور فلیئنے نشہ کی لعنت کے خلاف عوام کو متحرک کرنے کے لیے گانے اور شاعری کا استعمال کیا۔: [371, 1280, 473, 1354]
